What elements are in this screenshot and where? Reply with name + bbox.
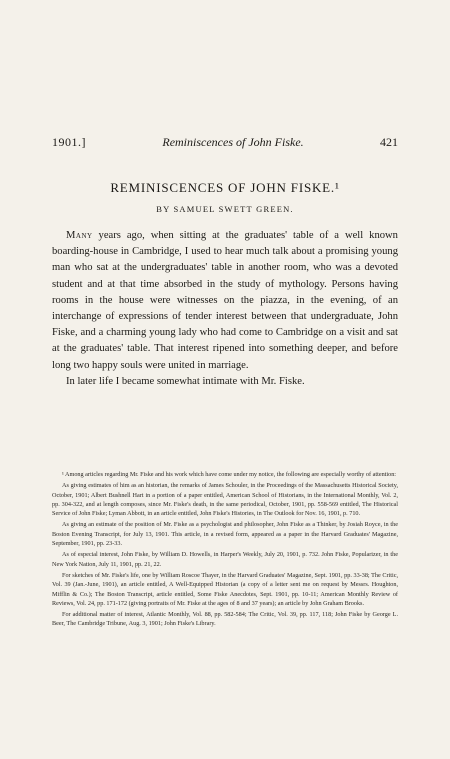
article-byline: BY SAMUEL SWETT GREEN.: [156, 204, 294, 214]
footnotes: [52, 470, 398, 631]
footnote: As of especial interest, John Fiske, by William D. Howells, in Harper's Weekly, July 20, 1901, p. 732. John Fiske, Popularizer, in the New York Nation, July 11, 1901, pp. 21, 22.: [52, 551, 398, 568]
page-number: 421: [380, 135, 398, 149]
article-heading: [52, 180, 398, 214]
footnote: For sketches of Mr. Fiske's life, one by William Roscoe Thayer, in the Harvard Graduates' Magazine, Sept. 1901, pp. 33-38; The Critic, Vol. 39 (Jan.-June, 1901), an article entitled, A Well-Equipped Historian (a copy of a letter sent me on request by Messrs. Houghton, Mifflin & Co.); The Boston Transcript, article entitled, Some Fiske Anecdotes, Sept. 1901, pp. 10-11; American Monthly Review of Reviews, Vol. 24, pp. 171-172 (giving portraits of Mr. Fiske at the ages of 8 and 37 years); an article by John Graham Brooks.: [52, 571, 398, 607]
paragraph-text: years ago, when sitting at the graduates' table of a well known boarding-house in Cambridge, I used to hear much talk about a promising young man who sat at the undergraduates' table in another room, who was a devoted student and at that time absorbed in the study of mythology. Persons having rooms in the house were witnesses on the piazza, in the evening, of an interchange of expressions of tender interest between that undergraduate, John Fiske, and a charming young lady who had come to Cambridge on a visit and sat at the graduates' table. That interest ripened into something deeper, and before long two happy souls were united in marriage.: [52, 230, 398, 371]
footnote: As giving estimates of him as an historian, the remarks of James Schouler, in the Proceedings of the Massachusetts Historical Society, October, 1901; Albert Bushnell Hart in a portion of a paper entitled, American School of Historians, in the International Monthly, Vol. 2, pp. 304-322, and at length composes, since Mr. Fiske's death, in the same periodical, October, 1901, pp. 558-569 entitled, The Historical Service of John Fiske; Lyman Abbott, in an article entitled, John Fiske's Histories, in The Outlook for Nov. 16, 1901, p. 710.: [52, 482, 398, 518]
body-paragraph: [52, 228, 398, 374]
footnote: As giving an estimate of the position of Mr. Fiske as a psychologist and philosopher, John Fiske as a Thinker, by Josiah Royce, in the Boston Evening Transcript, for July 13, 1901. This article, in a revised form, appeared as a paper in the Harvard Graduates' Magazine, September, 1901, pp. 23-33.: [52, 521, 398, 548]
body-paragraph: In later life I became somewhat intimate with Mr. Fiske.: [66, 375, 305, 387]
running-head-title: Reminiscences of John Fiske.: [162, 135, 304, 149]
running-head-year: 1901.]: [52, 135, 86, 149]
lead-word: Many: [66, 230, 93, 241]
running-head: [52, 135, 398, 150]
footnote: For additional matter of interest, Atlantic Monthly, Vol. 88, pp. 582-584; The Critic, Vol. 39, pp. 117, 118; John Fiske by George L. Beer, The Cambridge Tribune, Aug. 3, 1901; John Fiske's Library.: [52, 611, 398, 628]
article-body: [52, 228, 398, 390]
footnote: ¹ Among articles regarding Mr. Fiske and his work which have come under my notice, the following are especially worthy of attention:: [62, 471, 397, 478]
article-title: REMINISCENCES OF JOHN FISKE.¹: [110, 180, 340, 195]
